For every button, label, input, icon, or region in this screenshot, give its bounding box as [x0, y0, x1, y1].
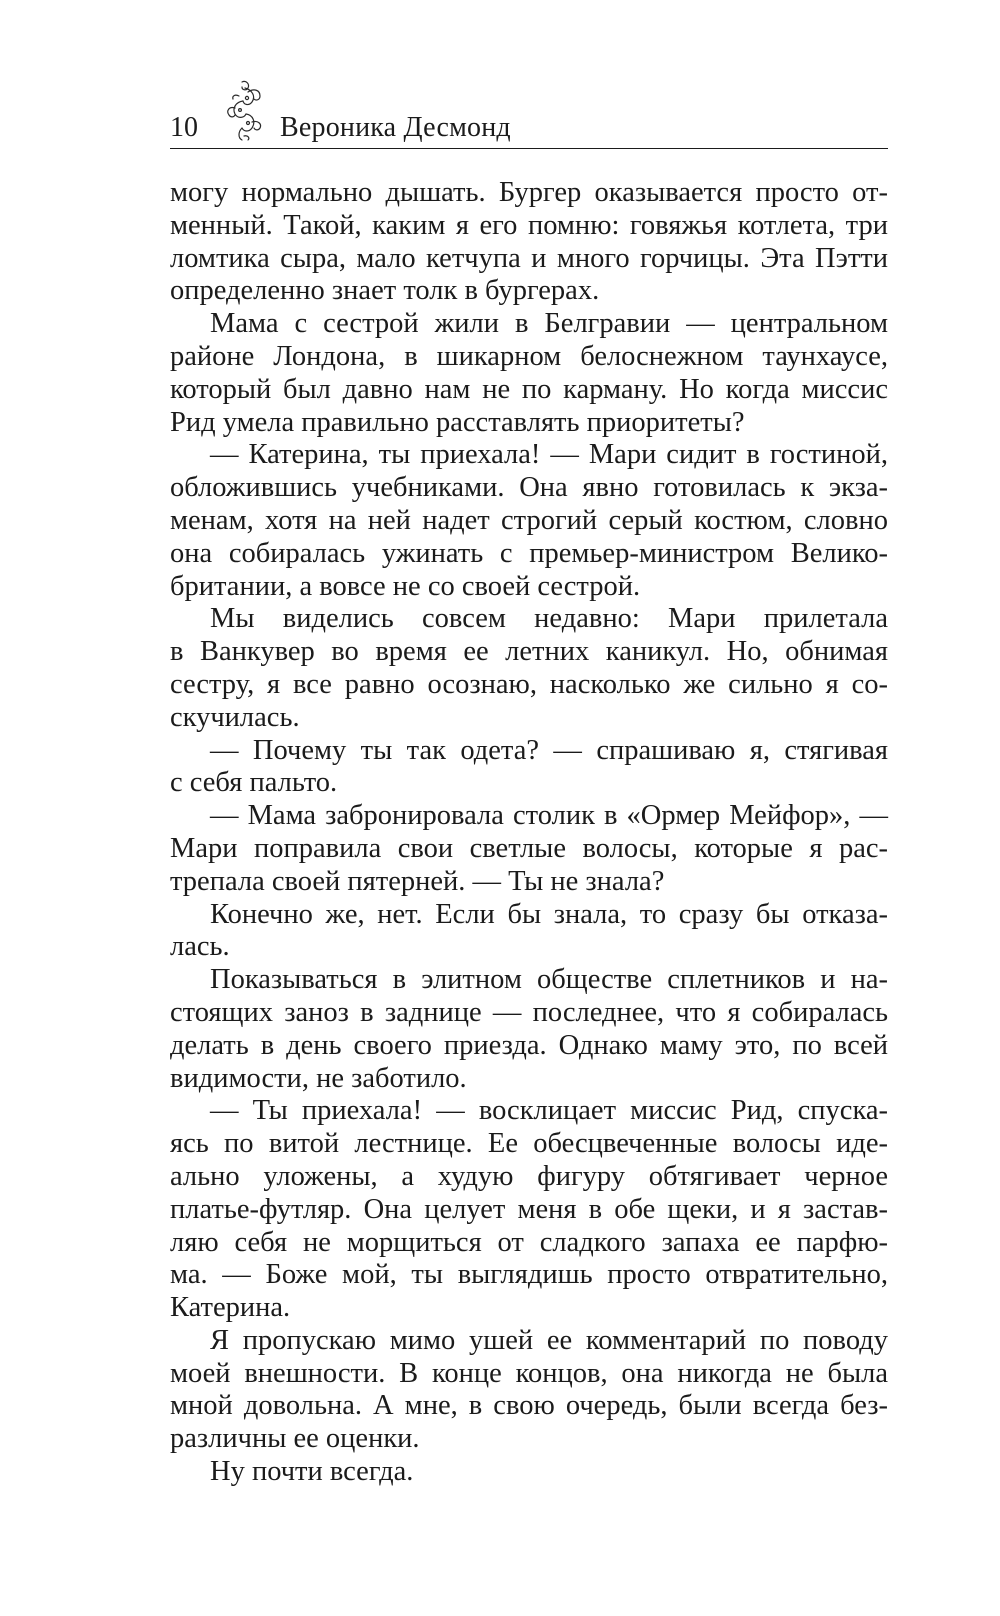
- text-line: — Ты приехала! — восклицает миссис Рид, спуска-: [210, 1095, 888, 1127]
- text-line: в Ванкувер во время ее летних каникул. Но, обнимая: [170, 636, 888, 668]
- text-line: стоящих заноз в заднице — последнее, что я собиралась: [170, 996, 888, 1028]
- text-line: ально уложены, а худую фигуру обтягивает черное: [170, 1160, 888, 1192]
- text-line: менный. Такой, каким я его помню: говяжья котлета, три: [170, 209, 888, 241]
- text-line: мной довольна. А мне, в свою очередь, были всегда без-: [170, 1390, 888, 1422]
- running-head: [170, 78, 888, 150]
- text-line: Ну почти всегда.: [210, 1456, 414, 1488]
- text-line: — Катерина, ты приехала! — Мари сидит в гостиной,: [210, 439, 888, 471]
- text-line: платье-футляр. Она целует меня в обе щеки, и я застав-: [170, 1193, 888, 1225]
- running-title: Вероника Десмонд: [280, 112, 511, 143]
- text-line: британии, а вовсе не со своей сестрой.: [170, 570, 641, 602]
- text-line: Я пропускаю мимо ушей ее комментарий по поводу: [210, 1324, 888, 1356]
- text-line: который был давно нам не по карману. Но когда миссис: [170, 373, 888, 405]
- text-line: — Мама забронировала столик в «Ормер Мейфор», —: [210, 800, 888, 832]
- text-line: с себя пальто.: [170, 767, 338, 799]
- text-line: Рид умела правильно расставлять приоритеты?: [170, 406, 745, 438]
- text-line: районе Лондона, в шикарном белоснежном таунхаусе,: [170, 340, 888, 372]
- text-line: могу нормально дышать. Бургер оказывается просто от-: [170, 177, 888, 208]
- text-line: ясь по витой лестнице. Ее обесцвеченные волосы иде-: [170, 1128, 888, 1160]
- text-line: видимости, не заботило.: [170, 1062, 467, 1094]
- page-number: 10: [170, 112, 198, 143]
- header-rule: [170, 148, 888, 149]
- text-line: определенно знает толк в бургерах.: [170, 275, 600, 307]
- text-line: трепала своей пятерней. — Ты не знала?: [170, 865, 665, 897]
- text-line: — Почему ты так одета? — спрашиваю я, стягивая: [210, 734, 888, 766]
- text-line: лась.: [170, 931, 230, 963]
- floral-ornament-icon: [222, 78, 268, 142]
- body-text: [170, 177, 888, 1489]
- text-line: обложившись учебниками. Она явно готовилась к экза-: [170, 472, 888, 504]
- text-line: она собиралась ужинать с премьер-министром Велико-: [170, 537, 888, 569]
- text-line: Показываться в элитном обществе сплетников и на-: [210, 964, 888, 996]
- text-line: менам, хотя на ней надет строгий серый костюм, словно: [170, 504, 888, 536]
- text-line: делать в день своего приезда. Однако маму это, по всей: [170, 1029, 888, 1061]
- text-line: Конечно же, нет. Если бы знала, то сразу бы отказа-: [210, 898, 888, 930]
- text-line: ляю себя не морщиться от сладкого запаха ее парфю-: [170, 1226, 888, 1258]
- text-line: скучилась.: [170, 701, 300, 733]
- text-line: моей внешности. В конце концов, она никогда не была: [170, 1357, 888, 1389]
- text-line: ма. — Боже мой, ты выглядишь просто отвратительно,: [170, 1259, 888, 1291]
- text-line: Мари поправила свои светлые волосы, которые я рас-: [170, 832, 888, 864]
- text-line: различны ее оценки.: [170, 1423, 420, 1455]
- text-line: сестру, я все равно осознаю, насколько же сильно я со-: [170, 668, 888, 700]
- text-line: Мы виделись совсем недавно: Мари прилетала: [210, 603, 888, 635]
- text-line: Мама с сестрой жили в Белгравии — центральном: [210, 308, 888, 340]
- text-line: ломтика сыра, мало кетчупа и много горчицы. Эта Пэтти: [170, 242, 888, 274]
- text-line: Катерина.: [170, 1292, 291, 1324]
